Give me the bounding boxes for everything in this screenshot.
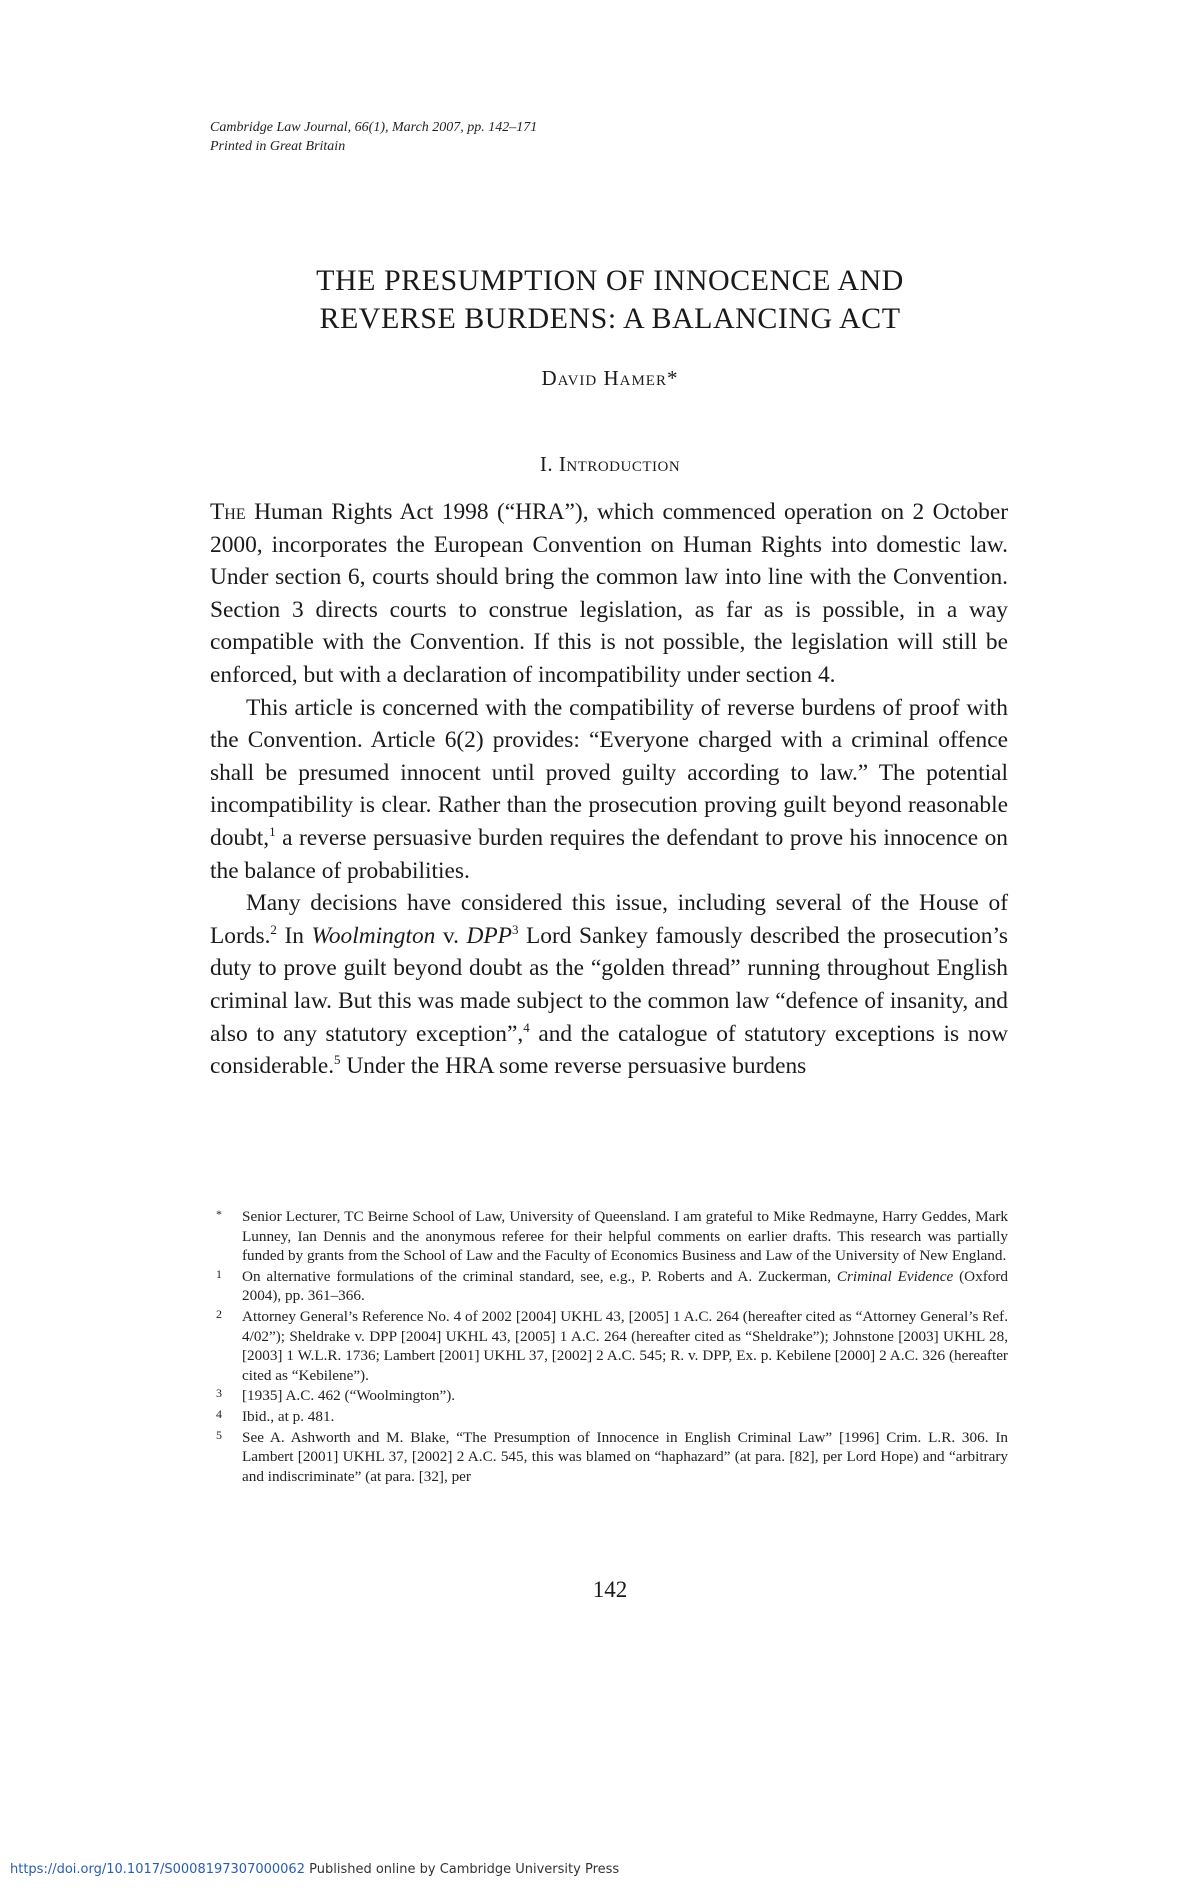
footnote-mark: 1 xyxy=(216,1266,222,1281)
footnote-star xyxy=(210,1207,1008,1266)
footnote-text: Ibid., at p. 481. xyxy=(242,1407,335,1425)
footnote-mark: 2 xyxy=(216,1306,222,1321)
journal-citation: Cambridge Law Journal, 66(1), March 2007, pp. 142–171 xyxy=(210,120,538,135)
author-name: David Hamer* xyxy=(541,366,679,390)
printed-line: Printed in Great Britain xyxy=(210,139,346,154)
footnote-2 xyxy=(210,1307,1008,1385)
paragraph-2-text-b: a reverse persuasive burden requires the defendant to prove his innocence on the balance of probabilities. xyxy=(210,824,1008,884)
title-line-1: THE PRESUMPTION OF INNOCENCE AND xyxy=(316,264,904,297)
footnote-ref-1[interactable]: 1 xyxy=(269,824,276,840)
footnote-text: Senior Lecturer, TC Beirne School of Law, University of Queensland. I am grateful to Mike Redmayne, Harry Geddes, Mark Lunney, Ian Dennis and the anonymous referee for their helpful comments on earlier drafts. This research was partially funded by grants from the School of Law and the Faculty of Economics Business and Law of the University of New England. xyxy=(242,1208,1008,1265)
footnote-ref-2[interactable]: 2 xyxy=(270,921,277,937)
page-number: 142 xyxy=(592,1577,628,1602)
footnote-text: Attorney General’s Reference No. 4 of 2002 [2004] UKHL 43, [2005] 1 A.C. 264 (hereafter cited as “Attorney General’s Ref. 4/02”); Sheldrake v. DPP [2004] UKHL 43, [2005] 1 A.C. 264 (hereafter cited as “Sheldrake”); Johnstone [2003] UKHL 28, [2003] 1 W.L.R. 1736; Lambert [2001] UKHL 37, [2002] 2 A.C. 545; R. v. DPP, Ex. p. Kebilene [2000] 2 A.C. 326 (hereafter cited as “Kebilene”). xyxy=(242,1307,1008,1384)
doi-link[interactable]: https://doi.org/10.1017/S0008197307000062 xyxy=(10,1862,305,1877)
footnote-mark: * xyxy=(216,1207,222,1221)
footnote-text: [1935] A.C. 462 (“Woolmington”). xyxy=(242,1387,456,1405)
footnote-ref-3[interactable]: 3 xyxy=(511,921,519,937)
footnotes xyxy=(210,1207,1008,1487)
article-body xyxy=(210,496,1008,1083)
footnote-book-title: Criminal Evidence xyxy=(836,1267,954,1285)
footnote-4 xyxy=(210,1407,1008,1427)
paragraph-3-text-c: v. xyxy=(435,922,467,949)
footnote-ref-5[interactable]: 5 xyxy=(334,1052,341,1068)
footnote-text: See A. Ashworth and M. Blake, “The Presumption of Innocence in English Criminal Law” [1996] Crim. L.R. 306. In Lambert [2001] UKHL 37, [2002] 2 A.C. 545, this was blamed on “haphazard” (at para. [82], per Lord Hope) and “arbitrary and indiscriminate” (at para. [32], per xyxy=(242,1428,1008,1485)
paragraph-1-text: Human Rights Act 1998 (“HRA”), which commenced operation on 2 October 2000, incorporates the European Convention on Human Rights into domestic law. Under section 6, courts should bring the common law into line with the Convention. Section 3 directs courts to construe legislation, as far as is possible, in a way compatible with the Convention. If this is not possible, the legislation will still be enforced, but with a declaration of incompatibility under section 4. xyxy=(210,499,1008,688)
publisher-footer xyxy=(10,1862,619,1877)
paragraph-3-text-d: Lord Sankey famously described the prosecution’s duty to prove guilt beyond doubt as the “golden thread” running throughout English criminal law. But this was made subject to the common law “defence of insanity, and also to any statutory exception”, xyxy=(210,922,1008,1047)
footnote-1 xyxy=(210,1267,1008,1306)
title-line-2: REVERSE BURDENS: A BALANCING ACT xyxy=(319,302,901,335)
paragraph-2-text-a: This article is concerned with the compatibility of reverse burdens of proof with the Convention. Article 6(2) provides: “Everyone charged with a criminal offence shall be presumed innocent until proved guilty according to law.” The potential incompatibility is clear. Rather than the prosecution proving guilt beyond reasonable doubt, xyxy=(210,694,1008,851)
published-online-text: Published online by Cambridge University Press xyxy=(304,1862,620,1877)
footnote-text: On alternative formulations of the criminal standard, see, e.g., P. Roberts and A. Zuckerman, xyxy=(242,1267,837,1285)
footnote-5 xyxy=(210,1428,1008,1487)
footnote-ref-4[interactable]: 4 xyxy=(523,1019,530,1035)
paragraph-3-text-f: Under the HRA some reverse persuasive burdens xyxy=(340,1053,807,1080)
footnote-mark: 5 xyxy=(216,1427,222,1442)
section-heading: I. Introduction xyxy=(539,452,681,476)
lead-word: The xyxy=(210,499,246,525)
case-name-dpp: DPP xyxy=(466,922,512,949)
paragraph-1 xyxy=(210,496,1008,692)
footnote-mark: 3 xyxy=(216,1386,222,1401)
journal-header xyxy=(210,118,537,156)
footnote-text: (Oxford 2004), pp. 361–366. xyxy=(242,1267,1009,1305)
article-title xyxy=(200,262,1020,338)
paragraph-3 xyxy=(210,887,1008,1083)
footnote-mark: 4 xyxy=(216,1406,222,1421)
paragraph-3-text-e: and the catalogue of statutory exceptions is now considerable. xyxy=(210,1020,1008,1080)
case-name-woolmington: Woolmington xyxy=(311,922,436,949)
paragraph-3-text-b: In xyxy=(276,922,312,949)
paragraph-2 xyxy=(210,692,1008,888)
footnote-3 xyxy=(210,1386,1008,1406)
paragraph-3-text-a: Many decisions have considered this issue, including several of the House of Lords. xyxy=(210,890,1008,949)
